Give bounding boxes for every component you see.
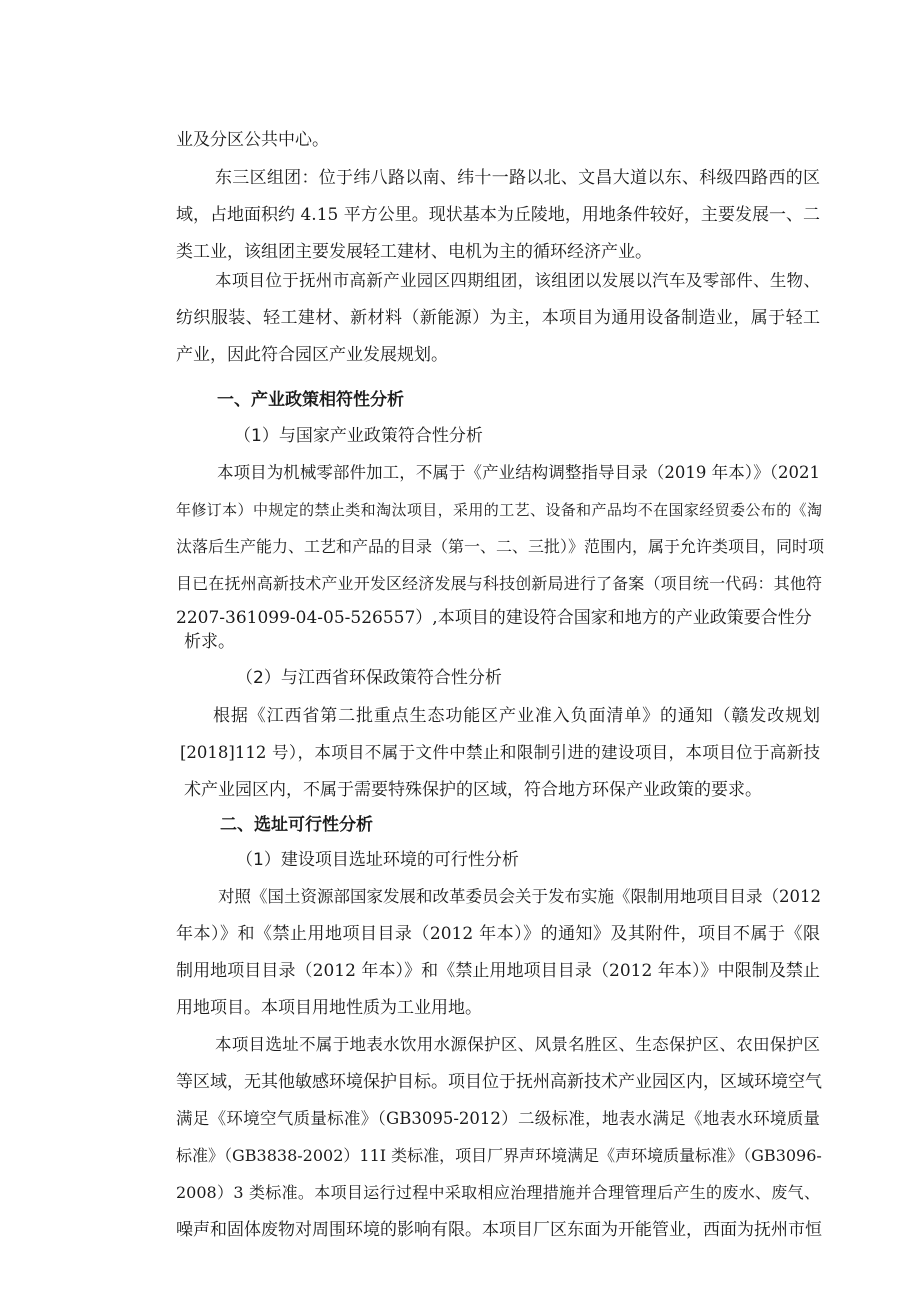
text-line: 用地项目。本项目用地性质为工业用地。: [176, 998, 482, 1018]
text-line: 本项目位于抚州市高新产业园区四期组团，该组团以发展以汽车及零部件、生物、: [215, 271, 820, 290]
text-line: 产业，因此符合园区产业发展规划。: [176, 345, 448, 365]
text-line: [2018]112 号），本项目不属于文件中禁止和限制引进的建设项目，本项目位于高新技: [180, 743, 820, 762]
text-line: 满足《环境空气质量标准》（GB3095-2012）二级标准，地表水满足《地表水环境质量: [176, 1109, 820, 1128]
text-line: 目已在抚州高新技术产业开发区经济发展与科技创新局进行了备案（项目统一代码：其他符: [176, 574, 822, 593]
text-line: 制用地项目目录（2012 年本）》和《禁止用地项目目录（2012 年本）》中限制及禁止: [176, 961, 820, 981]
text-line: 噪声和固体废物对周围环境的影响有限。本项目厂区东面为开能管业，西面为抚州市恒: [176, 1220, 822, 1240]
text-line: 析求。: [184, 632, 235, 652]
text-line: 2207-361099-04-05-526557）,本项目的建设符合国家和地方的产业政策要合性分: [176, 608, 812, 628]
text-line: 东三区组团：位于纬八路以南、纬十一路以北、文昌大道以东、科级四路西的区: [215, 168, 820, 188]
text-line: 本项目为机械零部件加工，不属于《产业结构调整指导目录（2019 年本）》（2021: [217, 463, 820, 482]
subsection-heading: （2）与江西省环保政策符合性分析: [236, 668, 502, 688]
text-line: 类工业，该组团主要发展轻工建材、电机为主的循环经济产业。: [176, 242, 652, 262]
text-line: 年本）》和《禁止用地项目目录（2012 年本）》的通知》及其附件，项目不属于《限: [176, 924, 820, 944]
section-heading: 一、产业政策相符性分析: [217, 390, 404, 410]
text-line: 2008）3 类标准。本项目运行过程中采取相应治理措施并合理管理后产生的废水、废气、: [176, 1183, 820, 1202]
text-line: 标准》（GB3838-2002）11I 类标准，项目厂界声环境满足《声环境质量标准》（GB3096-: [176, 1146, 822, 1165]
subsection-heading: （1）建设项目选址环境的可行性分析: [236, 850, 519, 870]
text-line: 年修订本）中规定的禁止类和淘汰项目，采用的工艺、设备和产品均不在国家经贸委公布的《淘: [176, 501, 822, 519]
text-line: 本项目选址不属于地表水饮用水源保护区、风景名胜区、生态保护区、农田保护区: [215, 1035, 820, 1054]
subsection-heading: （1）与国家产业政策符合性分析: [234, 426, 483, 446]
text-line: 等区域，无其他敏感环境保护目标。项目位于抚州高新技术产业园区内，区域环境空气: [176, 1072, 822, 1092]
text-line: 域，占地面积约 4.15 平方公里。现状基本为丘陵地，用地条件较好，主要发展一、二: [176, 205, 820, 225]
section-heading: 二、选址可行性分析: [220, 815, 373, 835]
text-line: 术产业园区内，不属于需要特殊保护的区域，符合地方环保产业政策的要求。: [184, 780, 762, 800]
text-line: 业及分区公共中心。: [176, 130, 329, 150]
text-line: 汰落后生产能力、工艺和产品的目录（第一、二、三批）》范围内，属于允许类项目，同时项: [176, 537, 825, 556]
text-line: 纺织服装、轻工建材、新材料（新能源）为主，本项目为通用设备制造业，属于轻工: [176, 308, 820, 328]
text-line: 根据《江西省第二批重点生态功能区产业准入负面清单》的通知（赣发改规划: [213, 706, 820, 726]
text-line: 对照《国土资源部国家发展和改革委员会关于发布实施《限制用地项目目录（2012: [218, 887, 821, 906]
